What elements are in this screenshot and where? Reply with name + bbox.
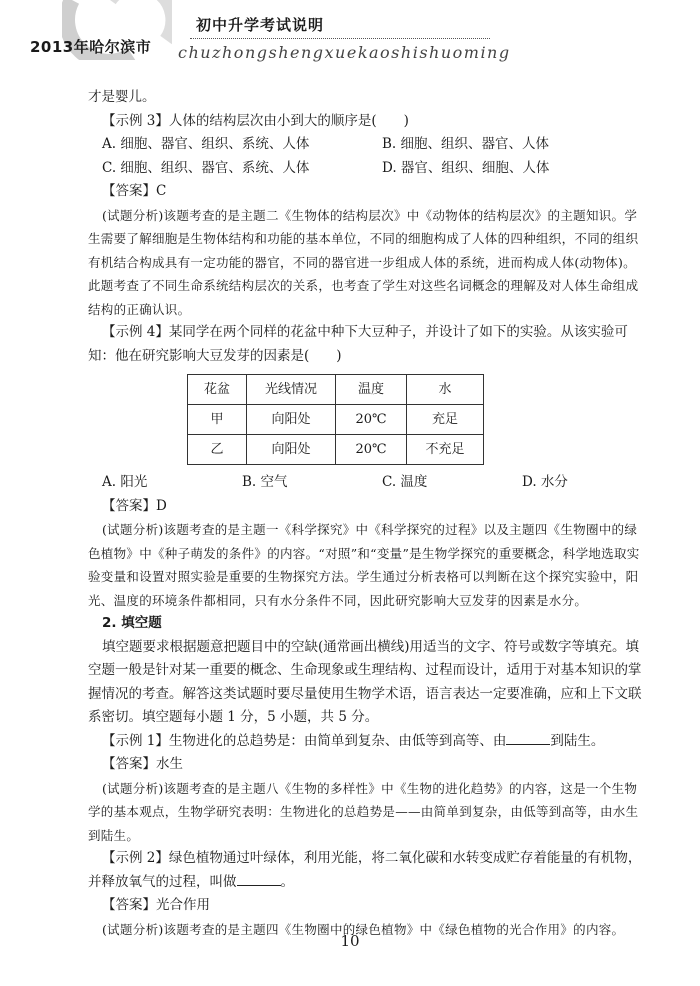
q3-analysis: (试题分析)该题考查的是主题二《生物体的结构层次》中《动物体的结构层次》的主题知识。学生需要了解细胞是生物体结构和功能的基本单位，不同的细胞构成了人体的四种组织，不同的组织有机结合构成具有一定功能的器官，不同的器官进一步组成人体的系统，进而构成人体(动物体)。此题考查了不同生命系统结构层次的关系，也考查了学生对这些名词概念的理解及对人体生命组成结构的正确认识。 [88,207,639,317]
f2-analysis: (试题分析)该题考查的是主题四《生物圈中的绿色植物》中《绿色植物的光合作用》的内容。 [102,921,625,937]
f1-stem [88,730,648,754]
q3-option-c: C. 细胞、组织、器官、系统、人体 [102,159,310,176]
page-number: 10 [340,932,360,950]
section-intro: 填空题要求根据题意把题目中的空缺(通常画出横线)用适当的文字、符号或数字等填充。填空题一般是针对某一重要的概念、生命现象或生理结构、过程而设计，适用于对基本知识的掌握情况的考查。解答这类试题时要尽量使用生物学术语，语言表达一定要准确，应和上下文联系密切。填空题每小题 1 分，5 小题，共 5 分。 [88,638,642,725]
continued-text: 才是婴儿。 [88,89,156,105]
q4-option-c: C. 温度 [382,474,428,490]
q3-stem: 【示例 3】人体的结构层次由小到大的顺序是( ) [102,112,409,129]
header-year-city: 2013年哈尔滨市 [30,38,152,56]
table-cell: 甲 [188,405,247,435]
f2-blank [237,871,281,886]
q4-experiment-table [187,374,484,465]
table-cell: 向阳处 [247,435,336,465]
header-title: 初中升学考试说明 [196,16,325,34]
q3-option-a: A. 细胞、器官、组织、系统、人体 [102,136,310,152]
q4-option-b: B. 空气 [242,474,288,490]
q4-stem: 【示例 4】某同学在两个同样的花盆中种下大豆种子，并设计了如下的实验。从该实验可知：他在研究影响大豆发芽的因素是( ) [88,324,628,364]
table-row [188,405,484,435]
f1-stem-before: 【示例 1】生物进化的总趋势是：由简单到复杂、由低等到高等、由 [102,732,507,749]
section-heading: 2. 填空题 [102,615,162,631]
table-cell: 20℃ [336,435,407,465]
q4-options [88,471,648,495]
f2-stem [88,847,648,894]
f1-analysis: (试题分析)该题考查的是主题八《生物的多样性》中《生物的进化趋势》的内容，这是一个生物学的基本观点，生物学研究表明：生物进化的总趋势是——由简单到复杂，由低等到高等，由水生到陆生。 [88,780,639,843]
q3-options [88,133,648,157]
q3-option-d: D. 器官、组织、细胞、人体 [382,159,550,176]
table-cell: 20℃ [336,405,407,435]
f1-answer: 【答案】水生 [102,756,183,772]
header-divider [190,38,490,39]
q3-answer: 【答案】C [102,183,167,199]
page-content [88,86,648,941]
q4-analysis: (试题分析)该题考查的是主题一《科学探究》中《科学探究的过程》以及主题四《生物圈中的绿色植物》中《种子萌发的条件》的内容。“对照”和“变量”是生物学探究的重要概念，科学地选取实验变量和设置对照实验是重要的生物探究方法。学生通过分析表格可以判断在这个探究实验中，阳光、温度的环境条件都相同，只有水分条件不同，因此研究影响大豆发芽的因素是水分。 [88,522,640,608]
q3-option-b: B. 细胞、组织、器官、人体 [382,136,550,152]
f1-blank [506,730,550,745]
table-header-cell: 水 [407,375,484,405]
f2-stem-before: 【示例 2】绿色植物通过叶绿体，利用光能，将二氧化碳和水转变成贮存着能量的有机物，并释放氧气的过程，叫做 [88,850,642,890]
table-cell: 乙 [188,435,247,465]
table-cell: 向阳处 [247,405,336,435]
f2-answer: 【答案】光合作用 [102,897,210,913]
table-cell: 不充足 [407,435,484,465]
header-pinyin: chuzhongshengxuekaoshishuoming [178,43,511,62]
table-row [188,435,484,465]
table-header-cell: 光线情况 [247,375,336,405]
table-header-row [188,375,484,405]
q3-options-row2 [88,157,648,181]
q4-answer: 【答案】D [102,497,167,514]
q4-option-d: D. 水分 [522,474,568,490]
q4-option-a: A. 阳光 [102,474,148,490]
table-header-cell: 花盆 [188,375,247,405]
table-cell: 充足 [407,405,484,435]
f2-stem-after: 。 [280,873,294,890]
f1-stem-after: 到陆生。 [550,732,605,749]
table-header-cell: 温度 [336,375,407,405]
